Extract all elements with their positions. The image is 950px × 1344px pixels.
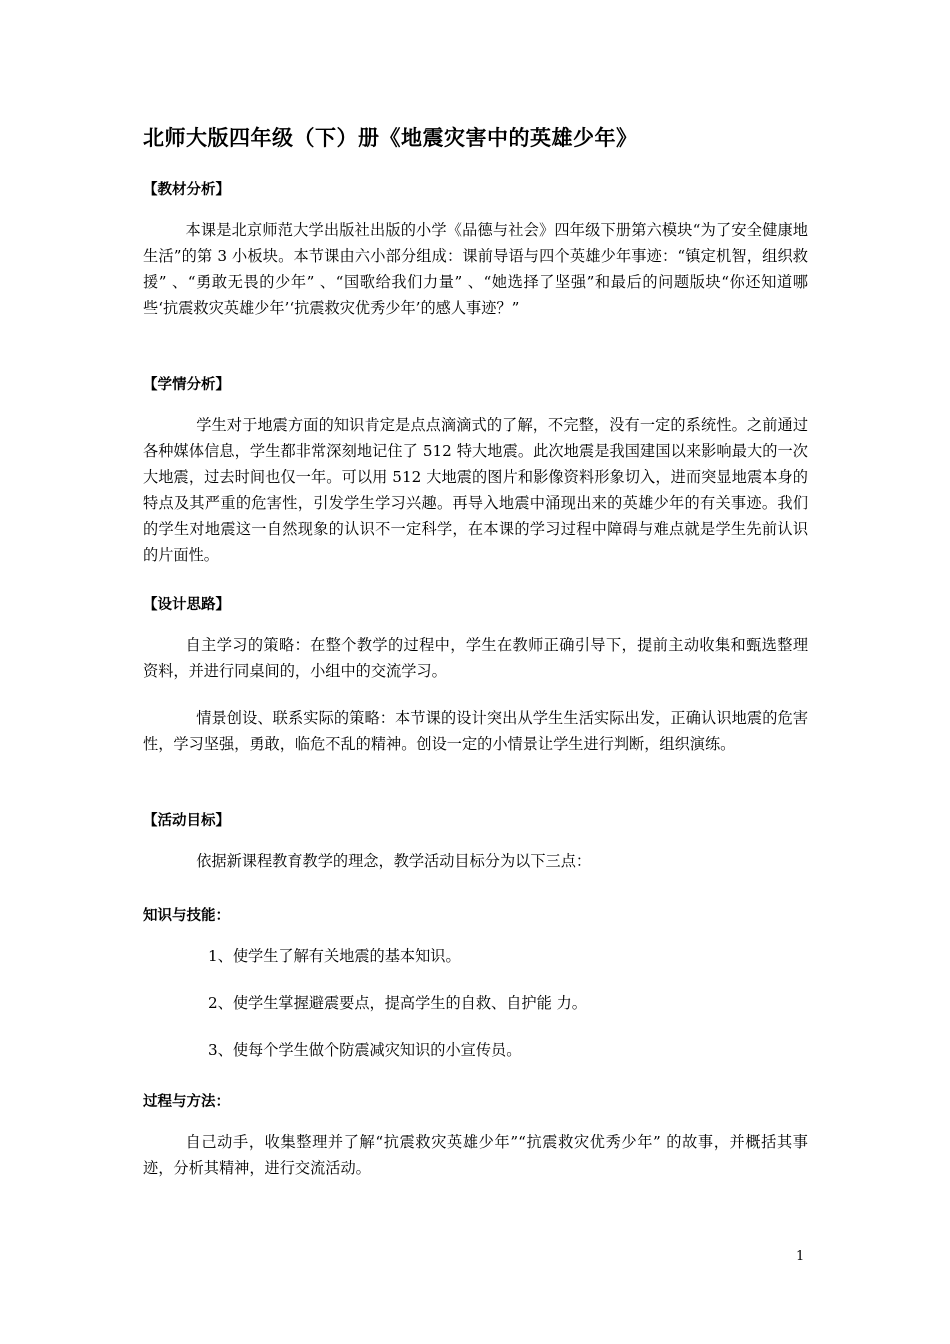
subheading-knowledge: 知识与技能： — [143, 908, 230, 924]
list-item: 1、使学生了解有关地震的基本知识。 — [208, 947, 461, 965]
section-heading-textbook: 【教材分析】 — [143, 182, 230, 198]
section-heading-students: 【学情分析】 — [143, 377, 230, 393]
list-item: 2、使学生掌握避震要点，提高学生的自救、自护能 力。 — [208, 994, 587, 1012]
paragraph-design-1: 自主学习的策略：在整个教学的过程中，学生在教师正确引导下，提前主动收集和甄选整理资料，并进行同桌间的，小组中的交流学习。 — [143, 636, 808, 680]
section-heading-design: 【设计思路】 — [143, 597, 230, 613]
paragraph-students: 学生对于地震方面的知识肯定是点点滴滴式的了解，不完整，没有一定的系统性。之前通过各种媒体信息，学生都非常深刻地记住了 512 特大地震。此次地震是我国建国以来影响最大的一次大地震，过去时间也仅一年。可以用 512 大地震的图片和影像资料形象切入，进而突显地震本身的特点及其严重的危害性，引发学生学习兴趣。再导入地震中涌现出来的英雄少年的有关事迹。我们的学生对地震这一自然现象的认识不一定科学，在本课的学习过程中障碍与难点就是学生先前认识的片面性。 — [143, 416, 808, 564]
paragraph-textbook: 本课是北京师范大学出版社出版的小学《品德与社会》四年级下册第六模块“为了安全健康地生活”的第 3 小板块。本节课由六小部分组成：课前导语与四个英雄少年事迹：“镇定机智，组织救援” 、“勇敢无畏的少年” 、“国歌给我们力量” 、“她选择了坚强”和最后的问题版块“你还知道哪些‘抗震救灾英雄少年’‘抗震救灾优秀少年’的感人事迹？” — [143, 221, 808, 317]
document-title: 北师大版四年级（下）册《地震灾害中的英雄少年》 — [143, 126, 638, 150]
subheading-process: 过程与方法： — [143, 1094, 230, 1110]
paragraph-goals-intro: 依据新课程教育教学的理念，教学活动目标分为以下三点： — [196, 852, 592, 870]
paragraph-design-2: 情景创设、联系实际的策略：本节课的设计突出从学生生活实际出发，正确认识地震的危害性，学习坚强，勇敢，临危不乱的精神。创设一定的小情景让学生进行判断，组织演练。 — [143, 709, 808, 753]
page-number: 1 — [796, 1249, 805, 1264]
list-item: 3、使每个学生做个防震减灾知识的小宣传员。 — [208, 1041, 522, 1059]
section-heading-goals: 【活动目标】 — [143, 813, 230, 829]
paragraph-process: 自己动手，收集整理并了解“抗震救灾英雄少年”“抗震救灾优秀少年” 的故事，并概括其事迹，分析其精神，进行交流活动。 — [143, 1133, 808, 1177]
